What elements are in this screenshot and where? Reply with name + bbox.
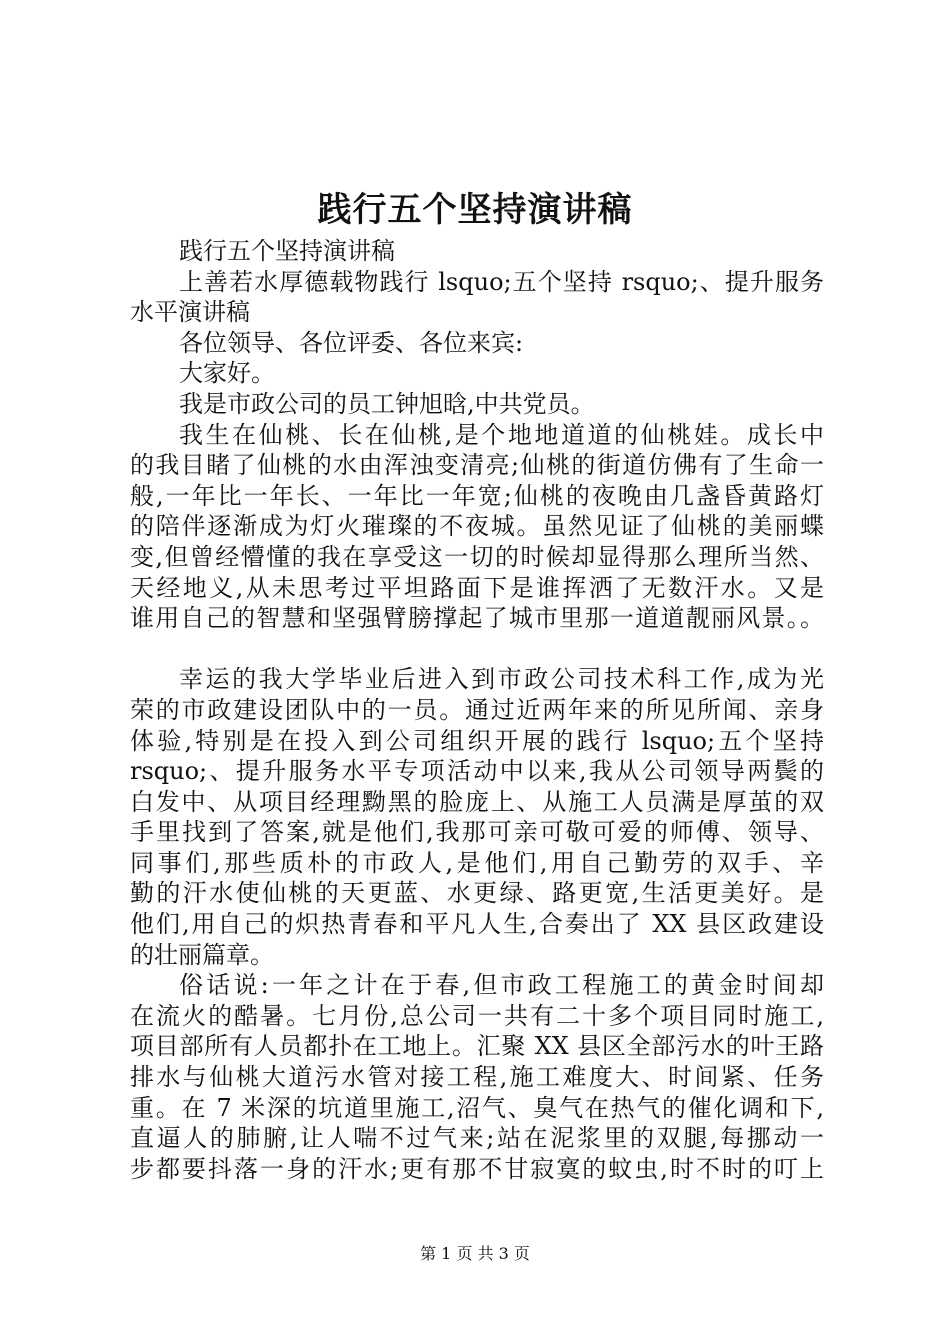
text-line: 俗话说:一年之计在于春,但市政工程施工的黄金时间却	[179, 971, 824, 1000]
text-line: 白发中、从项目经理黝黑的脸庞上、从施工人员满是厚茧的双	[130, 787, 824, 816]
text-line: 项目部所有人员都扑在工地上。汇聚 XX 县区全部污水的叶王路	[130, 1032, 824, 1061]
text-line: 水平演讲稿	[130, 298, 250, 327]
text-line: 的陪伴逐渐成为灯火璀璨的不夜城。虽然见证了仙桃的美丽蝶	[130, 512, 824, 541]
text-line: 各位领导、各位评委、各位来宾:	[179, 328, 524, 357]
text-line: 直逼人的肺腑,让人喘不过气来;站在泥浆里的双腿,每挪动一	[130, 1124, 824, 1153]
blank-line	[130, 634, 824, 665]
text-line: rsquo;、提升服务水平专项活动中以来,我从公司领导两鬓的	[130, 757, 824, 786]
text-line: 大家好。	[179, 359, 275, 388]
text-line: 荣的市政建设团队中的一员。通过近两年来的所见所闻、亲身	[130, 695, 824, 724]
text-line: 同事们,那些质朴的市政人,是他们,用自己勤劳的双手、辛	[130, 848, 824, 877]
text-line: 谁用自己的智慧和坚强臂膀撑起了城市里那一道道靓丽风景。。	[130, 604, 824, 633]
text-line: 手里找到了答案,就是他们,我那可亲可敬可爱的师傅、领导、	[130, 818, 824, 847]
text-line: 我是市政公司的员工钟旭晗,中共党员。	[179, 389, 595, 418]
text-line: 般,一年比一年长、一年比一年宽;仙桃的夜晚由几盏昏黄路灯	[130, 481, 824, 510]
text-line: 天经地义,从未思考过平坦路面下是谁挥洒了无数汗水。又是	[130, 573, 824, 602]
text-line: 我生在仙桃、长在仙桃,是个地地道道的仙桃娃。成长中	[179, 420, 824, 449]
text-line: 排水与仙桃大道污水管对接工程,施工难度大、时间紧、任务	[130, 1063, 824, 1092]
text-line: 重。在 7 米深的坑道里施工,沼气、臭气在热气的催化调和下,	[130, 1093, 824, 1122]
text-line: 步都要抖落一身的汗水;更有那不甘寂寞的蚊虫,时不时的叮上	[130, 1154, 824, 1183]
text-line: 体验,特别是在投入到公司组织开展的践行 lsquo;五个坚持	[130, 726, 824, 755]
text-line: 践行五个坚持演讲稿	[179, 237, 395, 265]
document-title: 践行五个坚持演讲稿	[317, 190, 633, 230]
text-line: 幸运的我大学毕业后进入到市政公司技术科工作,成为光	[179, 665, 824, 694]
document-body	[130, 236, 824, 1184]
text-line: 的我目睹了仙桃的水由浑浊变清亮;仙桃的街道仿佛有了生命一	[130, 451, 824, 480]
text-line: 在流火的酷暑。七月份,总公司一共有二十多个项目同时施工,	[130, 1001, 824, 1030]
text-line: 勤的汗水使仙桃的天更蓝、水更绿、路更宽,生活更美好。是	[130, 879, 824, 908]
page-footer: 第 1 页 共 3 页	[420, 1244, 530, 1263]
text-line: 变,但曾经懵懂的我在享受这一切的时候却显得那么理所当然、	[130, 542, 824, 571]
text-line: 他们,用自己的炽热青春和平凡人生,合奏出了 XX 县区政建设	[130, 910, 824, 939]
text-line: 的壮丽篇章。	[130, 940, 274, 969]
text-line: 上善若水厚德载物践行 lsquo;五个坚持 rsquo;、提升服务	[179, 267, 824, 296]
